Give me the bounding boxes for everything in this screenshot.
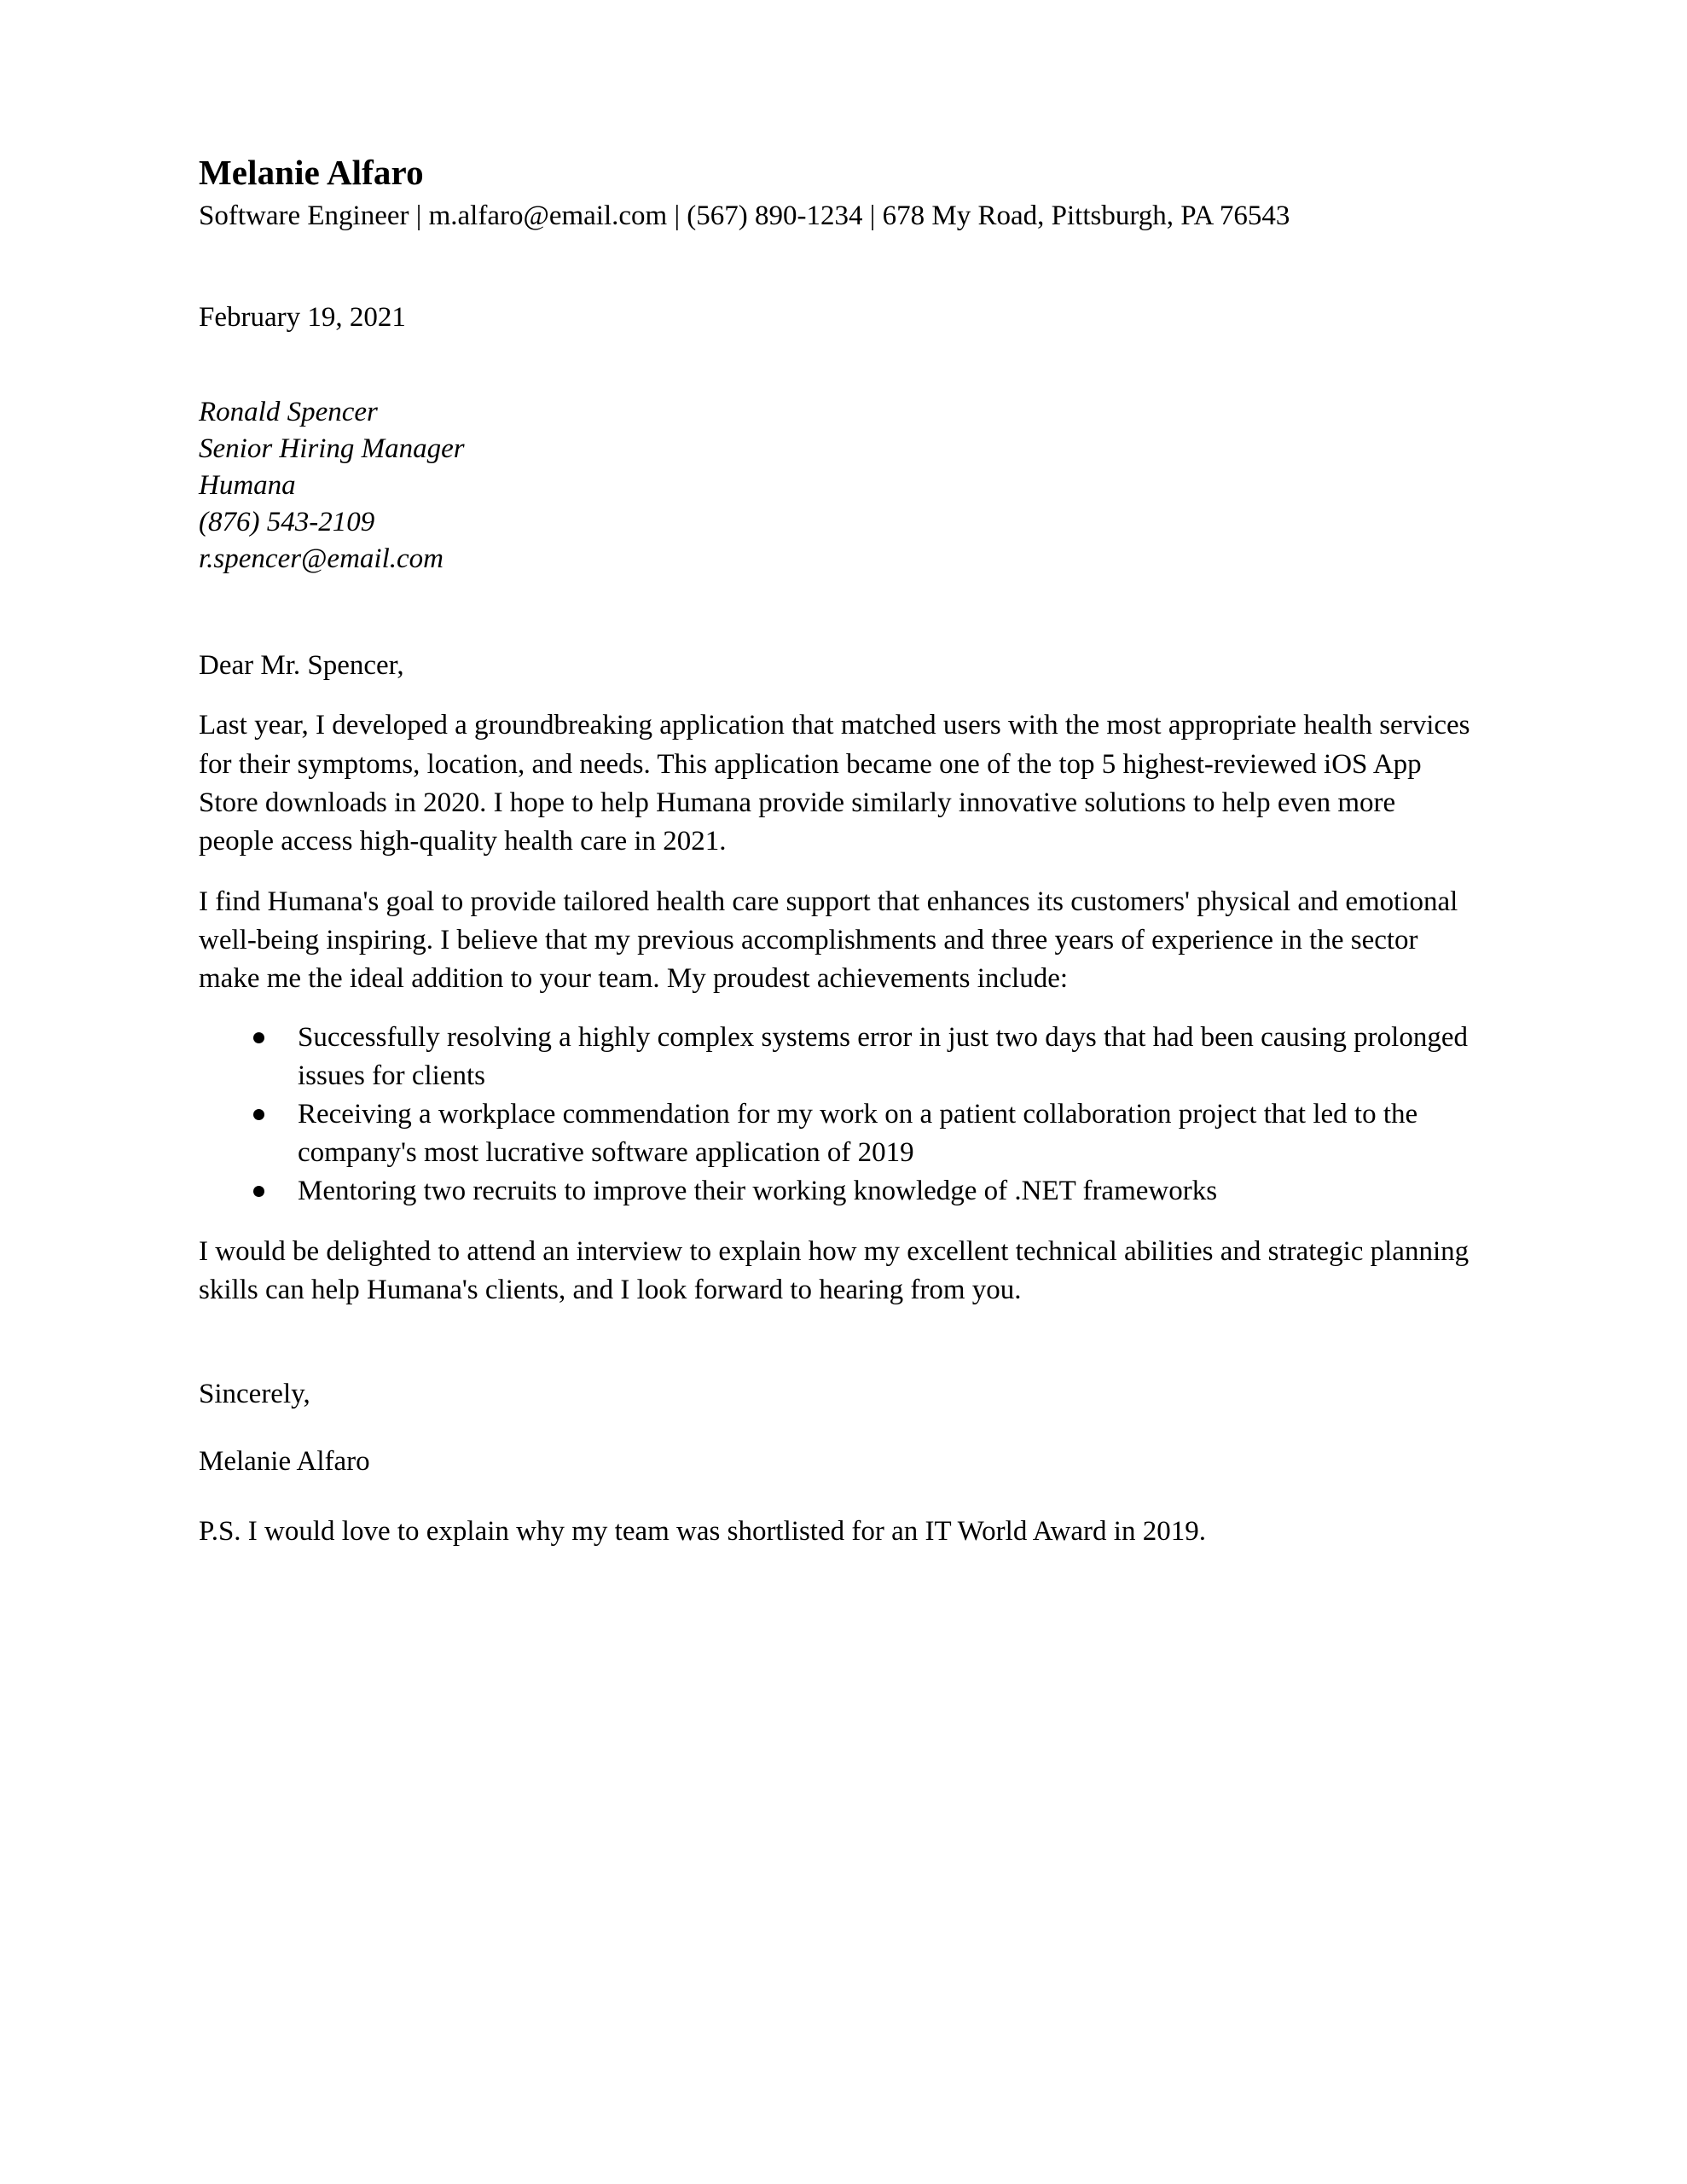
bullet-icon bbox=[253, 1032, 264, 1043]
sender-header bbox=[199, 152, 1471, 235]
recipient-phone: (876) 543-2109 bbox=[199, 507, 375, 538]
letter-closing bbox=[199, 1376, 1471, 1551]
body-paragraph-3: I would be delighted to attend an interview to explain how my excellent technical abilities and strategic planning skills can help Humana's clients, and I look forward to hearing from you. bbox=[199, 1235, 1470, 1305]
closing-salutation: Sincerely, bbox=[199, 1378, 310, 1409]
closing-signature-name: Melanie Alfaro bbox=[199, 1446, 370, 1478]
postscript: P.S. I would love to explain why my team was shortlisted for an IT World Award in 2019. bbox=[199, 1516, 1206, 1547]
recipient-job-title: Senior Hiring Manager bbox=[199, 433, 465, 465]
recipient-email: r.spencer@email.com bbox=[199, 543, 443, 575]
sender-contact-line: Software Engineer | m.alfaro@email.com | (567) 890-1234 | 678 My Road, Pittsburgh, PA 76543 bbox=[199, 200, 1290, 232]
salutation: Dear Mr. Spencer, bbox=[199, 649, 404, 681]
recipient-name: Ronald Spencer bbox=[199, 397, 378, 428]
cover-letter bbox=[199, 152, 1471, 1551]
list-item-text: Receiving a workplace commendation for my work on a patient collaboration project that led to the company's most lucrative software application of 2019 bbox=[298, 1098, 1418, 1168]
achievements-list bbox=[199, 1019, 1471, 1211]
bullet-icon bbox=[253, 1186, 264, 1197]
list-item bbox=[253, 1019, 1471, 1095]
list-item-text: Successfully resolving a highly complex systems error in just two days that had been causing prolonged issues for clients bbox=[298, 1021, 1468, 1091]
bullet-icon bbox=[253, 1109, 264, 1120]
sender-name: Melanie Alfaro bbox=[199, 153, 424, 192]
letter-body bbox=[199, 706, 1471, 1309]
recipient-block bbox=[199, 394, 1471, 577]
list-item-text: Mentoring two recruits to improve their working knowledge of .NET frameworks bbox=[298, 1175, 1218, 1206]
body-paragraph-2: I find Humana's goal to provide tailored health care support that enhances its customers' physical and emotional well-being inspiring. I believe that my previous accomplishments and three years of experience in the sector make me the ideal addition to your team. My proudest achievements include: bbox=[199, 886, 1458, 994]
list-item bbox=[253, 1172, 1471, 1211]
recipient-company: Humana bbox=[199, 470, 296, 502]
letter-date: February 19, 2021 bbox=[199, 301, 406, 333]
body-paragraph-1: Last year, I developed a groundbreaking application that matched users with the most appropriate health services for their symptoms, location, and needs. This application became one of the top 5 highest-reviewed iOS App Store downloads in 2020. I hope to help Humana provide similarly innovative solutions to help even more people access high-quality health care in 2021. bbox=[199, 710, 1470, 857]
list-item bbox=[253, 1095, 1471, 1172]
